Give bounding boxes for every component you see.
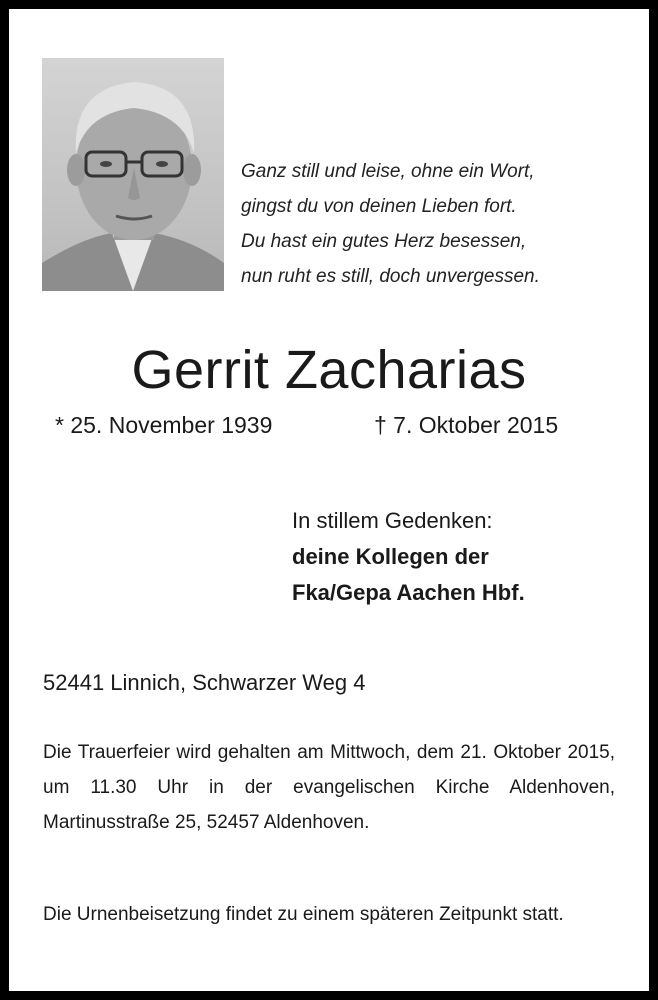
deceased-name: Gerrit Zacharias (131, 340, 527, 400)
poem-line: gingst du von deinen Lieben fort. (241, 196, 517, 217)
poem-line: Du hast ein gutes Herz besessen, (241, 231, 527, 252)
poem-line: Ganz still und leise, ohne ein Wort, (241, 161, 535, 182)
memorial-from-line: deine Kollegen der (292, 544, 489, 569)
death-date: † 7. Oktober 2015 (374, 412, 559, 438)
obituary-card (9, 9, 649, 991)
burial-info: Die Urnenbeisetzung findet zu einem späteren Zeitpunkt statt. (43, 904, 564, 925)
address: 52441 Linnich, Schwarzer Weg 4 (43, 670, 366, 695)
memorial-signature (292, 503, 525, 611)
birth-date: * 25. November 1939 (55, 412, 273, 438)
portrait-photo (42, 58, 224, 291)
funeral-info: Die Trauerfeier wird gehalten am Mittwoch, dem 21. Oktober 2015, um 11.30 Uhr in der evangelischen Kirche Aldenhoven, Martinusstraße 25, 52457 Aldenhoven. (43, 742, 615, 833)
memorial-intro: In stillem Gedenken: (292, 508, 493, 533)
poem-line: nun ruht es still, doch unvergessen. (241, 266, 540, 287)
memorial-from-line: Fka/Gepa Aachen Hbf. (292, 580, 525, 605)
poem (241, 154, 641, 294)
